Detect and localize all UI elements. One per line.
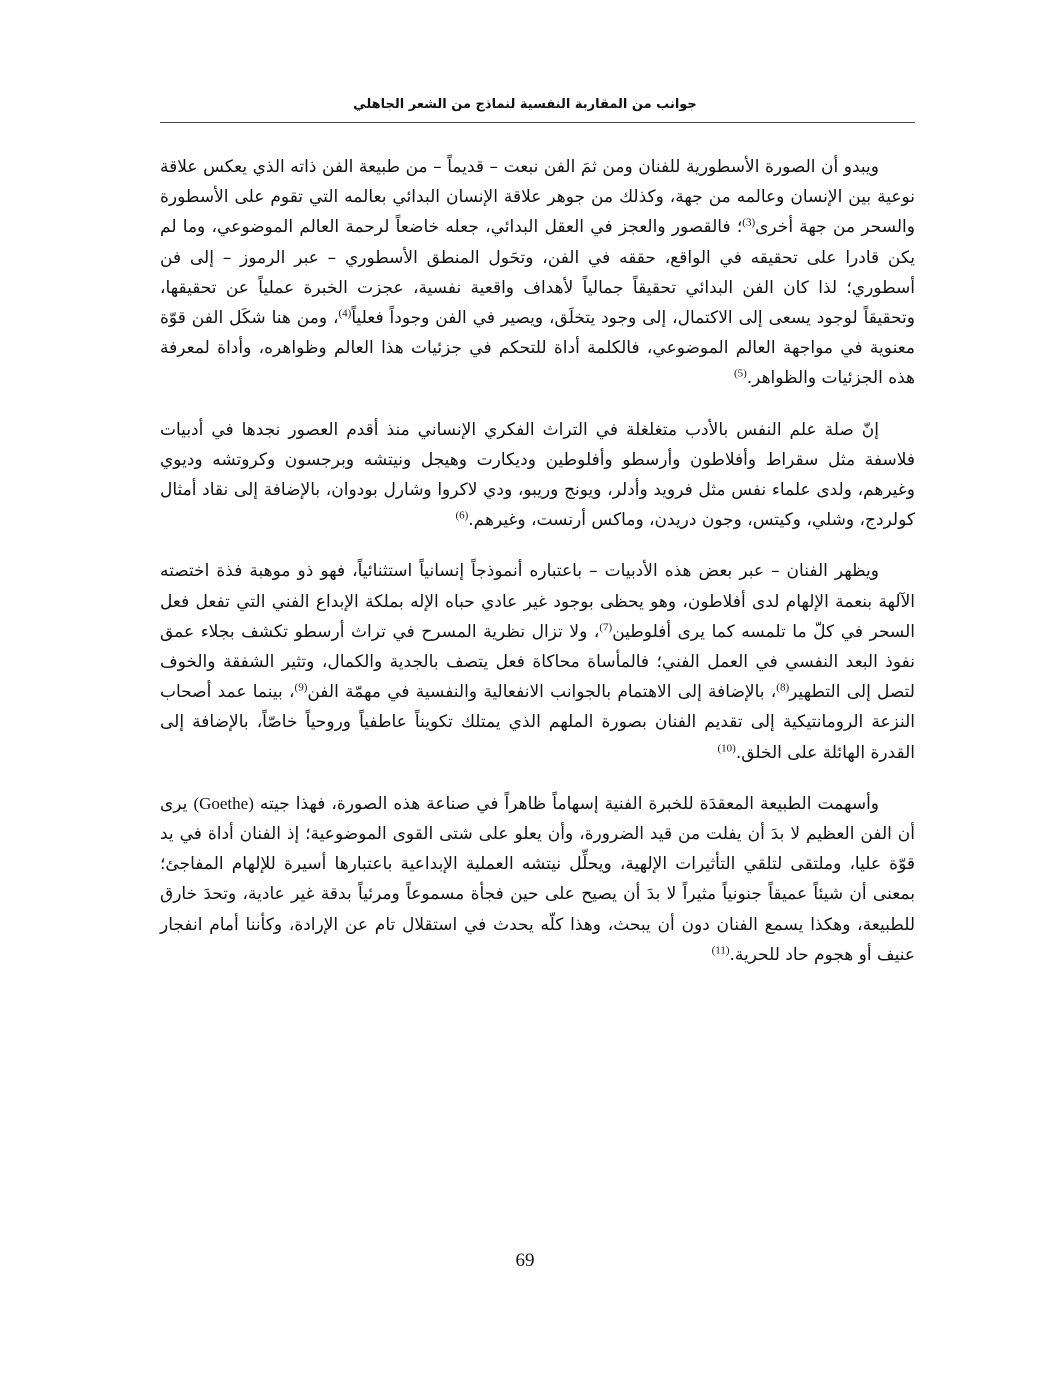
paragraph-3: [160, 556, 915, 767]
footnote-ref-8[interactable]: (8): [776, 681, 790, 694]
latin-name-goethe: (Goethe): [193, 793, 254, 813]
paragraph-text: ويبدو أن الصورة الأسطورية للفنان ومن ثمَ الفن نبعت – قديماً – من طبيعة الفن ذاته الذي يعكس علاقة نوعية بين الإنسان وعالمه من جهة، وكذلك من جوهر علاقة الإنسان البدائي بعالمه التي تقوم على الأسطورة والسحر من جهة أخرى: [160, 157, 915, 238]
running-header: جوانب من المقاربة النفسية لنماذج من الشعر الجاهلي: [353, 97, 697, 112]
paragraph-4: [160, 789, 915, 970]
paragraph-text: ويظهر الفنان – عبر بعض هذه الأدبيات – باعتباره أنموذجاً إنسانياً استثنائياً، فهو ذو موهبة فذة اختصته الآلهة بنعمة الإلهام لدى أفلاطون، وهو يحظى بوجود غير عادي حباه الإله بملكة الإبداع الفني التي تفعل فعل السحر في كلّ ما تلمسه كما يرى أفلوطين: [160, 561, 915, 642]
footnote-ref-4[interactable]: (4): [338, 307, 352, 320]
paragraph-text: ، ولا تزال نظرية المسرح في تراث أرسطو تكشف بجلاء عمق نفوذ البعد النفسي في العمل الفني؛ فالمأساة محاكاة فعل يتصف بالجدية والكمال، وتثير الشفقة والخوف لتصل إلى التطهير: [160, 621, 915, 703]
paragraph-2: [160, 415, 915, 536]
body-text: [160, 152, 915, 991]
paragraph-text: ، بينما عمد أصحاب النزعة الرومانتيكية إلى تقديم الفنان بصورة الملهم الذي يمتلك تكويناً عاطفياً وروحياً خاصّاً، بالإضافة إلى القدرة الهائلة على الخلق.: [160, 682, 915, 763]
paragraph-text: ، بالإضافة إلى الاهتمام بالجوانب الانفعالية والنفسية في مهمّة الفن: [307, 682, 777, 703]
footnote-ref-3[interactable]: (3): [742, 216, 756, 229]
footnote-ref-5[interactable]: (5): [733, 367, 747, 380]
footnote-ref-11[interactable]: (11): [711, 944, 730, 957]
footnote-ref-10[interactable]: (10): [717, 742, 736, 754]
paragraph-text: ، ومن هنا شكَل الفن قوّة معنوية في مواجهة العالم الموضوعي، فالكلمة أداة للتحكم في جزئيات هذا العالم وظواهره، وأداة لمعرفة هذه الجزئيات والظواهر.: [160, 308, 915, 389]
header-rule: [160, 122, 915, 123]
paragraph-text: إنّ صلة علم النفس بالأدب متغلغلة في التراث الفكري الإنساني منذ أقدم العصور نجدها في أدبيات فلاسفة مثل سقراط وأفلاطون وأرسطو وأفلوطين وديكارت وهيجل ونيتشه وبرجسون وكروتشه وديوي وغيرهم، ولدى علماء نفس مثل فرويد وأدلر، ويونج وريبو، ودي لاكروا وشارل بودوان، بالإضافة إلى نقاد أمثال كولردج، وشلي، وكيتس، وجون دريدن، وماكس أرنست، وغيرهم.: [160, 419, 915, 531]
footnote-ref-7[interactable]: (7): [599, 621, 613, 634]
paragraph-1: [160, 152, 915, 394]
footnote-ref-6[interactable]: (6): [455, 509, 469, 522]
paragraph-text: ؛ فالقصور والعجز في العقل البدائي، جعله خاضعاً لرحمة العالم الموضوعي، وما لم يكن قادرا على تحقيقه في الواقع، حققه في الفن، وتحَول المنطق الأسطوري – عبر الرموز – إلى فن أسطوري؛ لذا كان الفن البدائي تحقيقاً جمالياً لأهداف واقعية نفسية، عجزت الخبرة عملياً عن تحقيقها، وتحقيقاً لوجود يسعى إلى الاكتمال، إلى وجود يتخلَق، ويصير في الفن وجوداً فعلياً: [160, 217, 915, 329]
page-number: 69: [515, 1250, 535, 1271]
paragraph-text: وأسهمت الطبيعة المعقدَة للخبرة الفنية إسهاماً ظاهراً في صناعة هذه الصورة، فهذا جيته: [253, 793, 879, 814]
footnote-ref-9[interactable]: (9): [294, 681, 308, 694]
paragraph-text: يرى أن الفن العظيم لا بدَ أن يفلت من قيد الضرورة، وأن يعلو على شتى القوى الموضوعية؛ إذ الفنان أداة في يد قوّة عليا، وملتقى لتلقي التأثيرات الإلهية، ويحلِّل نيتشه العملية الإبداعية باعتبارها أسيرة للإلهام المفاجئ؛ بمعنى أن شيئاً عميقاً جنونياً مثيراً لا بدَ أن يصيح على حين فجأة مسموعاً ومرئياً بدقة غير عادية، وتحدَ خارق للطبيعة، وهكذا يسمع الفنان دون أن يبحث، وهذا كلّه يحدث في استقلال تام عن الإرادة، وكأننا أمام انفجار عنيف أو هجوم حاد للحرية.: [160, 793, 915, 965]
